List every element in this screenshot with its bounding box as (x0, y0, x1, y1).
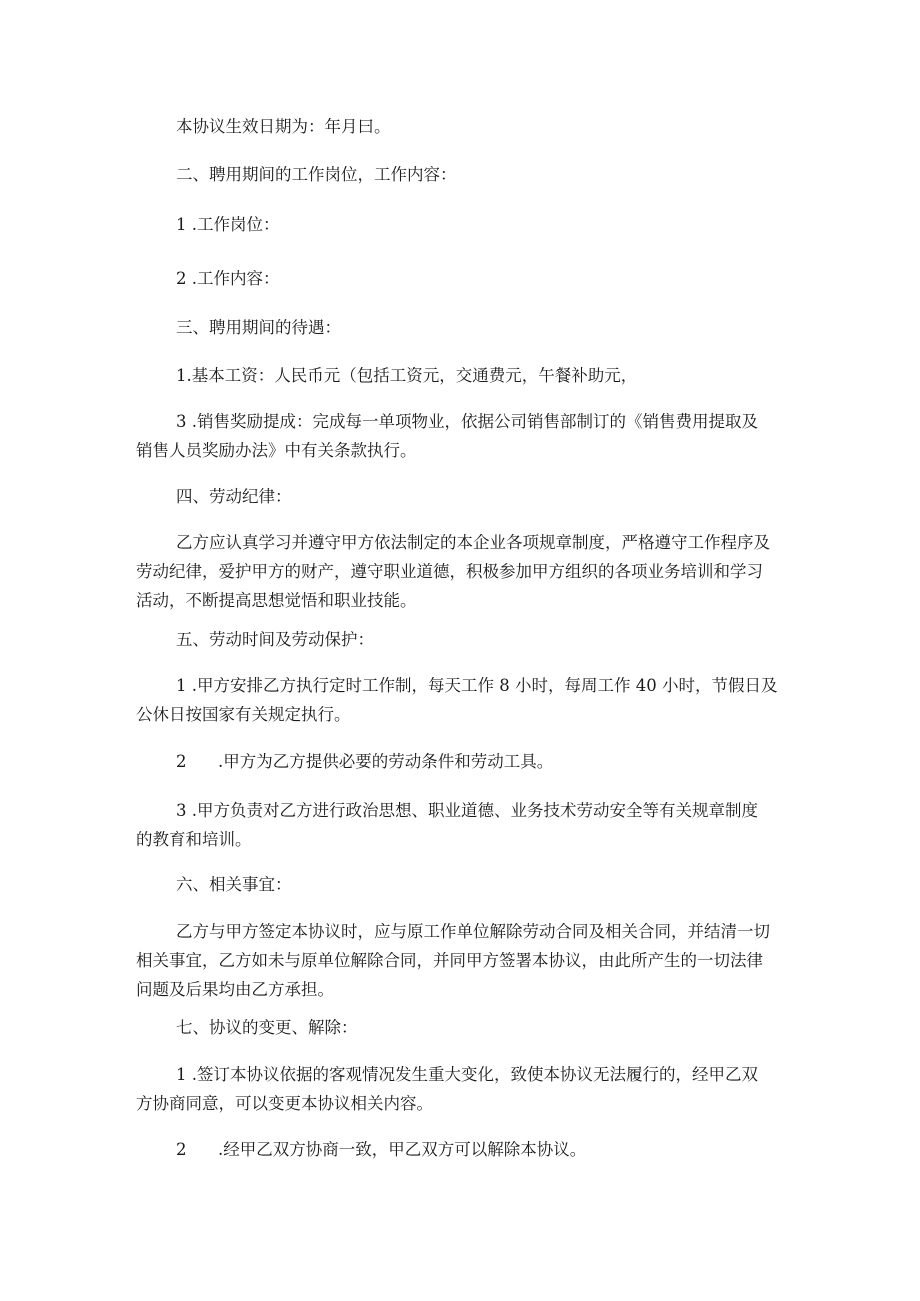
paragraph-line: 销售人员奖励办法》中有关条款执行。 (136, 441, 417, 460)
paragraph-line: 乙方与甲方签定本协议时，应与原工作单位解除劳动合同及相关合同，并结清一切 (176, 922, 770, 941)
working-hours-paragraph (136, 671, 796, 729)
paragraph-line: 方协商同意，可以变更本协议相关内容。 (136, 1094, 433, 1113)
effective-date-line: 本协议生效日期为：年月曰。 (176, 117, 391, 136)
paragraph-line: 的教育和培训。 (136, 830, 252, 849)
agreement-termination-line: 2 .经甲乙双方协商一致，甲乙双方可以解除本协议。 (176, 1140, 587, 1159)
section-6-heading: 六、相关事宜： (176, 875, 292, 894)
related-matters-paragraph (136, 917, 796, 1004)
labor-tools-line: 2 .甲方为乙方提供必要的劳动条件和劳动工具。 (176, 752, 554, 771)
job-position-line: 1 .工作岗位： (176, 215, 280, 234)
labor-discipline-paragraph (136, 528, 796, 615)
section-3-heading: 三、聘用期间的待遇： (176, 318, 341, 337)
paragraph-line: 3 .销售奖励提成：完成每一单项物业，依据公司销售部制订的《销售费用提取及 (176, 412, 758, 431)
paragraph-line: 3 .甲方负责对乙方进行政治思想、职业道德、业务技术劳动安全等有关规章制度 (176, 801, 758, 820)
paragraph-line: 活动，不断提高思想觉悟和职业技能。 (136, 591, 417, 610)
section-7-heading: 七、协议的变更、解除： (176, 1018, 358, 1037)
paragraph-line: 劳动纪律，爱护甲方的财产，遵守职业道德，积极参加甲方组织的各项业务培训和学习 (136, 562, 763, 581)
paragraph-line: 1 .甲方安排乙方执行定时工作制，每天工作 8 小时，每周工作 40 小时，节假日及 (176, 676, 778, 695)
paragraph-line: 乙方应认真学习并遵守甲方依法制定的本企业各项规章制度，严格遵守工作程序及 (176, 533, 770, 552)
section-2-heading: 二、聘用期间的工作岗位，工作内容： (176, 165, 457, 184)
basic-salary-line: 1.基本工资：人民币元（包括工资元，交通费元，午餐补助元， (176, 366, 638, 385)
paragraph-line: 相关事宜，乙方如未与原单位解除合同，并同甲方签署本协议，由此所产生的一切法律 (136, 951, 763, 970)
section-4-heading: 四、劳动纪律： (176, 487, 292, 506)
sales-commission-paragraph (136, 407, 796, 465)
section-5-heading: 五、劳动时间及劳动保护： (176, 630, 374, 649)
job-content-line: 2 .工作内容： (176, 269, 280, 288)
paragraph-line: 公休日按国家有关规定执行。 (136, 705, 351, 724)
training-paragraph (136, 796, 796, 854)
paragraph-line: 问题及后果均由乙方承担。 (136, 980, 334, 999)
paragraph-line: 1 .签订本协议依据的客观情况发生重大变化，致使本协议无法履行的，经甲乙双 (176, 1065, 758, 1084)
agreement-change-paragraph (136, 1060, 796, 1118)
